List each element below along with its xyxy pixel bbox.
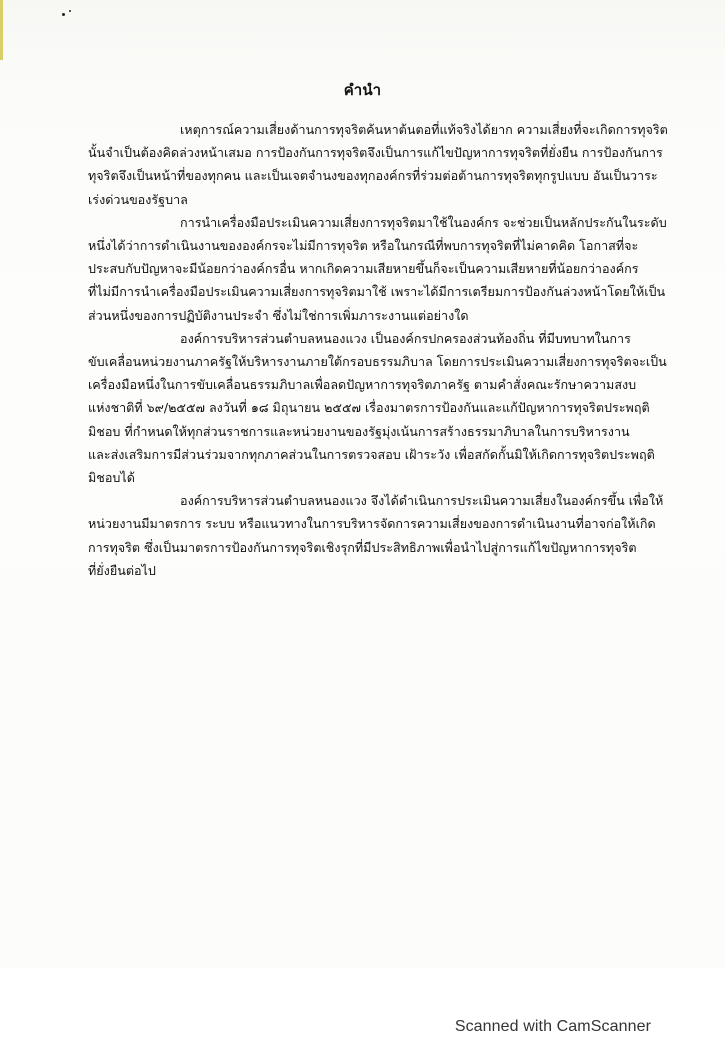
document-title: คำนำ bbox=[343, 81, 382, 99]
text-line: ประสบกับปัญหาจะมีน้อยกว่าองค์กรอื่น หากเกิดความเสียหายขึ้นก็จะเป็นความเสียหายที่น้อยกว่าองค์กร bbox=[88, 261, 639, 277]
text-line: และส่งเสริมการมีส่วนร่วมจากทุกภาคส่วนในการตรวจสอบ เฝ้าระวัง เพื่อสกัดกั้นมิให้เกิดการทุจริตประพฤติ bbox=[88, 446, 655, 462]
text-line: ส่วนหนึ่งของการปฏิบัติงานประจำ ซึ่งไม่ใช่การเพิ่มภาระงานแต่อย่างใด bbox=[88, 307, 469, 323]
paragraph-2 bbox=[88, 211, 668, 327]
text-line: หนึ่งได้ว่าการดำเนินงานขององค์กรจะไม่มีการทุจริต หรือในกรณีที่พบการทุจริตที่ไม่คาดคิด โอกาสที่จะ bbox=[88, 238, 639, 254]
document-body bbox=[88, 118, 668, 582]
text-line: ที่ไม่มีการนำเครื่องมือประเมินความเสี่ยงการทุจริตมาใช้ เพราะได้มีการเตรียมการป้องกันล่วงหน้าโดยให้เป็น bbox=[88, 284, 666, 300]
text-line: เร่งด่วนของรัฐบาล bbox=[88, 191, 188, 207]
text-line: เหตุการณ์ความเสี่ยงด้านการทุจริตค้นหาต้นตอที่แท้จริงได้ยาก ความเสี่ยงที่จะเกิดการทุจริต bbox=[180, 122, 668, 137]
text-line: หน่วยงานมีมาตรการ ระบบ หรือแนวทางในการบริหารจัดการความเสี่ยงของการดำเนินงานที่อาจก่อให้เกิด bbox=[88, 516, 656, 532]
text-line: ที่ยั่งยืนต่อไป bbox=[88, 562, 156, 578]
scan-speck bbox=[62, 13, 65, 16]
text-line: นั้นจำเป็นต้องคิดล่วงหน้าเสมอ การป้องกันการทุจริตจึงเป็นการแก้ไขปัญหาการทุจริตที่ยั่งยืน การป้องกันการ bbox=[88, 145, 663, 161]
paragraph-4 bbox=[88, 489, 668, 582]
text-line: แห่งชาติที่ ๖๙/๒๕๕๗ ลงวันที่ ๑๘ มิถุนายน ๒๕๕๗ เรื่องมาตรการป้องกันและแก้ปัญหาการทุจริตประพฤติ bbox=[88, 400, 650, 416]
scan-bottom-margin bbox=[0, 968, 725, 1060]
text-line: ทุจริตจึงเป็นหน้าที่ของทุกคน และเป็นเจตจำนงของทุกองค์กรที่ร่วมต่อต้านการทุจริตทุกรูปแบบ อันเป็นวาระ bbox=[88, 168, 658, 184]
text-line: มิชอบได้ bbox=[88, 470, 135, 486]
text-line: การนำเครื่องมือประเมินความเสี่ยงการทุจริตมาใช้ในองค์กร จะช่วยเป็นหลักประกันในระดับ bbox=[180, 214, 667, 230]
text-line: มิชอบ ที่กำหนดให้ทุกส่วนราชการและหน่วยงานของรัฐมุ่งเน้นการสร้างธรรมาภิบาลในการบริหารงาน bbox=[88, 423, 630, 439]
text-line: เครื่องมือหนึ่งในการขับเคลื่อนธรรมภิบาลเพื่อลดปัญหาการทุจริตภาครัฐ ตามคำสั่งคณะรักษาความสงบ bbox=[88, 377, 637, 393]
scan-speck bbox=[69, 10, 71, 12]
scanner-watermark: Scanned with CamScanner bbox=[454, 1018, 651, 1035]
text-line: ขับเคลื่อนหน่วยงานภาครัฐให้บริหารงานภายใต้กรอบธรรมภิบาล โดยการประเมินความเสี่ยงการทุจริตจะเป็น bbox=[88, 354, 667, 370]
text-line: องค์การบริหารส่วนตำบลหนองแวง เป็นองค์กรปกครองส่วนท้องถิ่น ที่มีบทบาทในการ bbox=[180, 330, 631, 346]
text-line: การทุจริต ซึ่งเป็นมาตรการป้องกันการทุจริตเชิงรุกที่มีประสิทธิภาพเพื่อนำไปสู่การแก้ไขปัญหาการทุจริต bbox=[88, 539, 637, 555]
paragraph-3 bbox=[88, 327, 668, 489]
text-line: องค์การบริหารส่วนตำบลหนองแวง จึงได้ดำเนินการประเมินความเสี่ยงในองค์กรขึ้น เพื่อให้ bbox=[180, 493, 664, 509]
paragraph-1 bbox=[88, 118, 668, 211]
page-edge-mark bbox=[0, 0, 3, 60]
